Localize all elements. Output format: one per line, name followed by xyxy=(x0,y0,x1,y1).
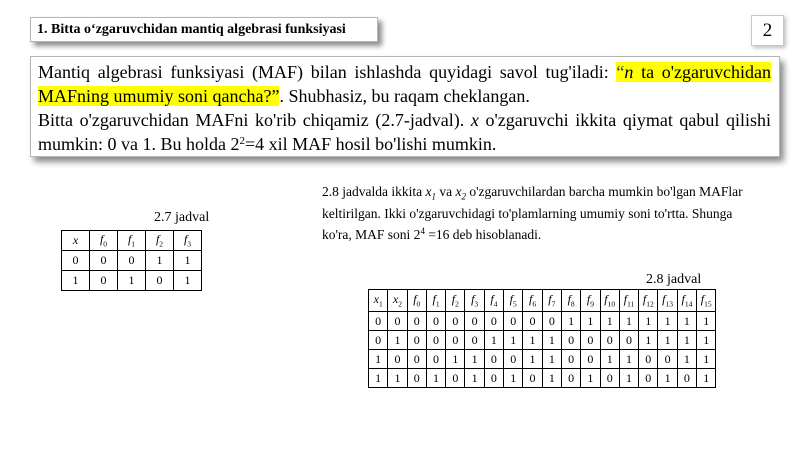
table-cell: 0 xyxy=(465,331,484,350)
table-row xyxy=(62,251,202,271)
t28-header-f14 xyxy=(677,290,696,312)
table-cell: 0 xyxy=(369,331,388,350)
table-cell: 0 xyxy=(639,369,658,388)
table-cell: 1 xyxy=(484,331,503,350)
table-cell: 0 xyxy=(523,312,542,331)
table-cell: 1 xyxy=(658,331,677,350)
table-cell: 1 xyxy=(619,369,638,388)
t28-header-sub: 12 xyxy=(646,299,654,309)
table-cell: 0 xyxy=(465,312,484,331)
t28-header-f-letter: f xyxy=(700,292,705,307)
table-cell: 1 xyxy=(174,271,202,291)
t28-header-f-letter: f xyxy=(604,292,608,307)
t28-header-x-letter: x xyxy=(392,292,399,307)
t28-header-sub: 4 xyxy=(493,299,498,309)
t28-header-f3 xyxy=(465,290,484,312)
t28-header-f-letter: f xyxy=(528,292,533,307)
table-cell: 0 xyxy=(581,350,600,369)
t27-header-sub: 3 xyxy=(187,239,192,249)
t27-header-f-letter: f xyxy=(99,232,104,247)
table-cell: 1 xyxy=(697,312,716,331)
table-cell: 1 xyxy=(658,369,677,388)
desc-x1-sub: 1 xyxy=(431,191,436,202)
table-cell: 0 xyxy=(388,350,407,369)
t27-header-f0 xyxy=(90,231,118,251)
intro-end: . Shubhasiz, bu raqam cheklangan. xyxy=(279,86,530,106)
t27-header-f3 xyxy=(174,231,202,251)
t27-header-sub: 1 xyxy=(131,239,136,249)
t28-header-f15 xyxy=(697,290,716,312)
table-cell: 0 xyxy=(118,251,146,271)
table-cell: 1 xyxy=(504,331,523,350)
table-cell: 1 xyxy=(504,369,523,388)
table-cell: 1 xyxy=(446,350,465,369)
table-cell: 0 xyxy=(407,312,426,331)
table-cell: 0 xyxy=(504,350,523,369)
t27-header-sub: 2 xyxy=(159,239,164,249)
desc-c: o'zgaruvchilardan barcha mumkin bo'lgan MAFlar keltirilgan. Ikki o'zgaruvchidagi to'plamlarning umumiy soni to'rtta. Shunga ko'ra, MAF soni 2 xyxy=(322,184,743,242)
table-cell: 1 xyxy=(118,271,146,291)
table-cell: 0 xyxy=(426,350,445,369)
table-row xyxy=(369,331,716,350)
table-cell: 1 xyxy=(388,331,407,350)
table-row xyxy=(369,369,716,388)
table-cell: 1 xyxy=(639,331,658,350)
table-cell: 0 xyxy=(446,312,465,331)
table-cell: 1 xyxy=(426,369,445,388)
table-cell: 1 xyxy=(465,350,484,369)
table-cell: 0 xyxy=(369,312,388,331)
t28-header-f7 xyxy=(542,290,561,312)
table-cell: 0 xyxy=(446,369,465,388)
table-row xyxy=(369,350,716,369)
table-cell: 1 xyxy=(369,350,388,369)
table-cell: 0 xyxy=(658,350,677,369)
t28-header-f0 xyxy=(407,290,426,312)
t28-header-f-letter: f xyxy=(548,292,552,307)
t27-header-f-letter: f xyxy=(127,232,132,247)
page-number: 2 xyxy=(751,15,784,46)
table-cell: 1 xyxy=(658,312,677,331)
table-cell: 0 xyxy=(407,369,426,388)
table-cell: 1 xyxy=(542,350,561,369)
table-cell: 0 xyxy=(619,331,638,350)
t28-header-f2 xyxy=(446,290,465,312)
table-cell: 1 xyxy=(697,350,716,369)
desc-b: va xyxy=(435,184,456,199)
exponent: 2 xyxy=(239,135,245,147)
desc-x2-letter: x xyxy=(455,184,462,199)
table-cell: 0 xyxy=(600,331,619,350)
t28-header-sub: 7 xyxy=(551,299,556,309)
table-cell: 1 xyxy=(388,369,407,388)
t28-header-sub: 8 xyxy=(570,299,575,309)
table-cell: 0 xyxy=(561,369,580,388)
desc-x1-letter: x xyxy=(425,184,432,199)
desc-d: =16 deb hisoblanadi. xyxy=(424,227,542,242)
t27-header-f-letter: f xyxy=(155,232,160,247)
question-text: ta o'zgaruvchidan MAFning umumiy soni qancha?” xyxy=(38,62,771,106)
t27-header-f2 xyxy=(146,231,174,251)
table-cell: 1 xyxy=(619,312,638,331)
table-2-7-caption: 2.7 jadval xyxy=(154,210,210,225)
para2-text-a: Bitta o'zgaruvchidan MAFni ko'rib chiqamiz (2.7-jadval). xyxy=(38,110,471,130)
table-cell: 0 xyxy=(426,312,445,331)
intro-paragraph xyxy=(38,60,771,108)
t28-header-sub: 9 xyxy=(590,299,594,309)
table-cell: 1 xyxy=(542,331,561,350)
t27-header-f-letter: f xyxy=(183,232,188,247)
table-cell: 0 xyxy=(146,271,174,291)
t28-header-f-letter: f xyxy=(413,292,417,307)
t28-header-f-letter: f xyxy=(451,292,456,307)
t28-header-x1 xyxy=(369,290,388,312)
t28-header-sub: 2 xyxy=(455,299,459,309)
t27-header-sub: 0 xyxy=(103,239,108,249)
table-cell: 0 xyxy=(62,251,90,271)
para2-text-c: =4 xil MAF hosil bo'lishi mumkin. xyxy=(245,134,497,154)
table-cell: 0 xyxy=(542,312,561,331)
table-cell: 1 xyxy=(465,369,484,388)
var-n: n xyxy=(624,62,634,82)
table-cell: 0 xyxy=(90,271,118,291)
table-cell: 1 xyxy=(523,331,542,350)
table-cell: 1 xyxy=(697,369,716,388)
t28-header-x-letter: x xyxy=(373,292,379,307)
t28-header-sub: 14 xyxy=(684,299,693,309)
table-cell: 0 xyxy=(446,331,465,350)
table-cell: 0 xyxy=(581,331,600,350)
t28-header-x2 xyxy=(388,290,407,312)
table-cell: 0 xyxy=(484,350,503,369)
table-cell: 1 xyxy=(677,312,696,331)
table-cell: 1 xyxy=(561,312,580,331)
table-cell: 1 xyxy=(174,251,202,271)
table-2-7 xyxy=(61,230,202,291)
table-cell: 1 xyxy=(369,369,388,388)
table-2-7-header xyxy=(62,231,202,251)
main-text-box xyxy=(30,56,780,157)
table-cell: 0 xyxy=(504,312,523,331)
t28-header-f1 xyxy=(426,290,445,312)
t28-header-f9 xyxy=(581,290,600,312)
table-row xyxy=(62,271,202,291)
second-paragraph xyxy=(38,108,771,156)
table-cell: 1 xyxy=(697,331,716,350)
table-cell: 1 xyxy=(581,312,600,331)
table-2-8-caption: 2.8 jadval xyxy=(646,272,702,287)
table-cell: 0 xyxy=(426,331,445,350)
table-cell: 1 xyxy=(62,271,90,291)
t28-header-sub: 3 xyxy=(474,299,479,309)
desc-exponent: 4 xyxy=(420,226,425,236)
t28-header-f-letter: f xyxy=(567,292,571,307)
t28-header-f11 xyxy=(619,290,638,312)
table-cell: 0 xyxy=(523,369,542,388)
t28-header-f12 xyxy=(639,290,658,312)
table-description xyxy=(322,181,752,246)
table-cell: 0 xyxy=(388,312,407,331)
table-cell: 0 xyxy=(484,369,503,388)
table-cell: 0 xyxy=(561,331,580,350)
t28-header-f-letter: f xyxy=(642,292,647,307)
t28-header-f-letter: f xyxy=(586,292,591,307)
table-2-8 xyxy=(368,289,716,388)
table-cell: 1 xyxy=(600,350,619,369)
t28-header-sub: 10 xyxy=(607,299,616,309)
desc-var-x2 xyxy=(455,184,466,202)
t28-header-f6 xyxy=(523,290,542,312)
t28-header-f5 xyxy=(504,290,523,312)
table-2-8-header xyxy=(369,290,716,312)
table-cell: 0 xyxy=(677,369,696,388)
t28-header-f-letter: f xyxy=(509,292,514,307)
table-cell: 0 xyxy=(639,350,658,369)
t28-header-sub: 1 xyxy=(435,299,440,309)
slide-title: 1. Bitta o‘zgaruvchidan mantiq algebrasi funksiyasi xyxy=(30,17,378,42)
table-cell: 0 xyxy=(600,369,619,388)
para2-text-b: o'zgaruvchi ikkita qiymat qabul qilishi mumkin: 0 va 1. Bu holda 2 xyxy=(38,110,771,154)
table-cell: 0 xyxy=(407,350,426,369)
t28-header-sub: 11 xyxy=(627,299,635,309)
intro-text: Mantiq algebrasi funksiyasi (MAF) bilan ishlashda quyidagi savol tug'iladi: xyxy=(38,62,617,82)
desc-x2-sub: 2 xyxy=(461,191,466,202)
t28-header-sub: 6 xyxy=(532,299,537,309)
t28-header-f13 xyxy=(658,290,677,312)
table-cell: 1 xyxy=(523,350,542,369)
t28-header-f-letter: f xyxy=(681,292,685,307)
var-x: x xyxy=(470,110,479,130)
t28-header-f-letter: f xyxy=(662,292,666,307)
t27-header-x: x xyxy=(62,231,90,251)
table-cell: 0 xyxy=(561,350,580,369)
t28-header-f-letter: f xyxy=(471,292,475,307)
t28-header-sub: 2 xyxy=(398,299,402,309)
table-cell: 1 xyxy=(677,331,696,350)
table-cell: 1 xyxy=(146,251,174,271)
t28-header-f-letter: f xyxy=(623,292,628,307)
table-row xyxy=(369,312,716,331)
table-cell: 1 xyxy=(677,350,696,369)
t27-header-f1 xyxy=(118,231,146,251)
quote-open: “ xyxy=(616,62,625,82)
t28-header-f4 xyxy=(484,290,503,312)
desc-var-x1 xyxy=(425,184,436,202)
table-cell: 1 xyxy=(619,350,638,369)
table-cell: 1 xyxy=(581,369,600,388)
t28-header-f10 xyxy=(600,290,619,312)
t28-header-sub: 5 xyxy=(513,299,517,309)
t28-header-sub: 15 xyxy=(704,299,712,309)
t28-header-f-letter: f xyxy=(432,292,436,307)
t28-header-f-letter: f xyxy=(490,292,494,307)
desc-a: 2.8 jadvalda ikkita xyxy=(322,184,426,199)
t28-header-sub: 1 xyxy=(378,299,383,309)
t28-header-sub: 13 xyxy=(665,299,674,309)
table-cell: 0 xyxy=(484,312,503,331)
table-cell: 1 xyxy=(542,369,561,388)
table-cell: 1 xyxy=(639,312,658,331)
table-cell: 0 xyxy=(90,251,118,271)
t28-header-f8 xyxy=(561,290,580,312)
table-cell: 0 xyxy=(407,331,426,350)
table-cell: 1 xyxy=(600,312,619,331)
t28-header-sub: 0 xyxy=(416,299,421,309)
